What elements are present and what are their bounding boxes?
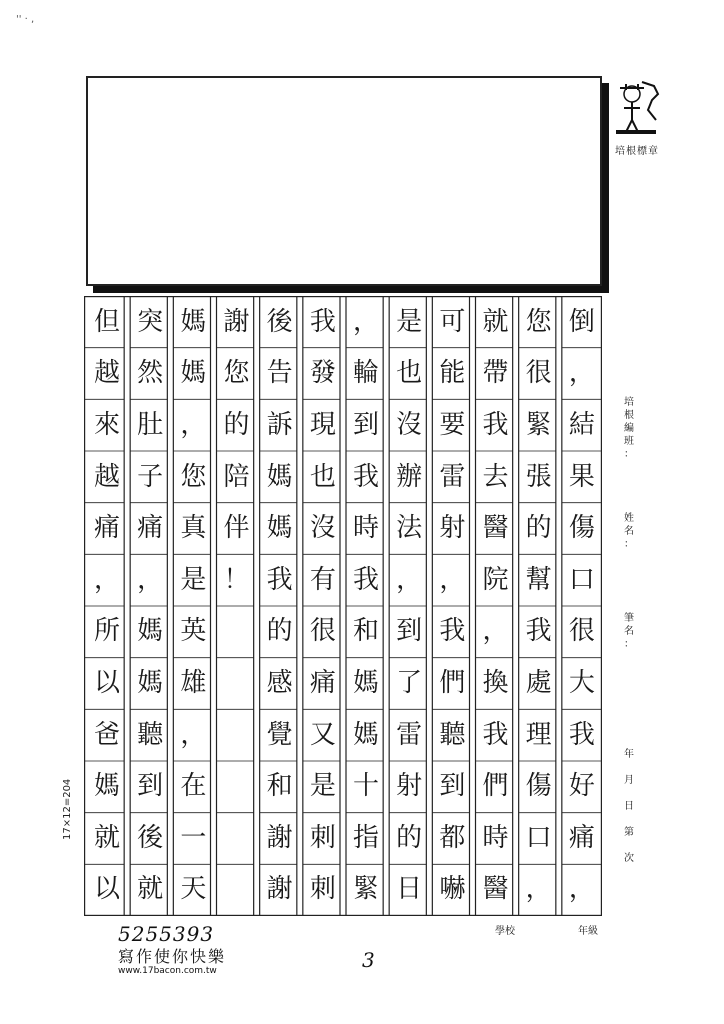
essay-char: 很 xyxy=(525,358,552,389)
essay-char: 我 xyxy=(482,409,509,440)
essay-char: 有 xyxy=(309,564,336,595)
essay-char: 嚇 xyxy=(439,874,466,905)
essay-char: 的 xyxy=(223,409,250,440)
essay-column xyxy=(259,296,301,916)
essay-column xyxy=(388,296,430,916)
pen-name-label: 筆 名 ： xyxy=(624,613,634,650)
essay-char: 我 xyxy=(439,616,466,647)
essay-char: 指 xyxy=(352,822,379,853)
essay-char xyxy=(216,709,258,761)
essay-char: 到 xyxy=(396,616,423,647)
essay-char: 我 xyxy=(568,719,595,750)
essay-char: 媽 xyxy=(352,719,379,750)
essay-char: 痛 xyxy=(137,513,164,544)
essay-char: 媽 xyxy=(352,667,379,698)
essay-char: 也 xyxy=(396,358,423,389)
essay-char: 以 xyxy=(93,667,120,698)
essay-char: 倒 xyxy=(568,306,595,337)
essay-char: 謝 xyxy=(266,874,293,905)
essay-char: 是 xyxy=(180,564,207,595)
essay-char: ， xyxy=(568,874,595,905)
stamp-label: 培根標章 xyxy=(615,146,659,157)
essay-char: 雄 xyxy=(180,667,207,698)
essay-char: 的 xyxy=(525,513,552,544)
essay-char: 但 xyxy=(93,306,120,337)
essay-char: 訴 xyxy=(266,409,293,440)
essay-char: 我 xyxy=(266,564,293,595)
essay-char: 來 xyxy=(93,409,120,440)
essay-char: 痛 xyxy=(568,822,595,853)
essay-char: 們 xyxy=(482,771,509,802)
essay-char: 結 xyxy=(568,409,595,440)
essay-char: 理 xyxy=(525,719,552,750)
essay-char: 雷 xyxy=(396,719,423,750)
essay-char xyxy=(216,657,258,709)
essay-char: 就 xyxy=(482,306,509,337)
essay-char: 口 xyxy=(568,564,595,595)
essay-char: 天 xyxy=(180,874,207,905)
essay-char: ， xyxy=(482,616,509,647)
essay-char: 我 xyxy=(352,564,379,595)
essay-text-columns xyxy=(84,296,602,916)
essay-char: 痛 xyxy=(93,513,120,544)
essay-char: 英 xyxy=(180,616,207,647)
essay-char: 感 xyxy=(266,667,293,698)
essay-char: 所 xyxy=(93,616,120,647)
essay-char: 可 xyxy=(439,306,466,337)
essay-char: 肚 xyxy=(137,409,164,440)
essay-column xyxy=(561,296,603,916)
essay-char xyxy=(216,606,258,658)
essay-char: 到 xyxy=(439,771,466,802)
essay-char: 射 xyxy=(439,513,466,544)
essay-column xyxy=(172,296,214,916)
essay-char: 我 xyxy=(482,719,509,750)
essay-char: 們 xyxy=(439,667,466,698)
essay-char: 告 xyxy=(266,358,293,389)
essay-char: 處 xyxy=(525,667,552,698)
essay-char: 就 xyxy=(93,822,120,853)
class-label: 培 根 編 班 ： xyxy=(624,397,634,460)
essay-column xyxy=(518,296,560,916)
essay-char: 傷 xyxy=(525,771,552,802)
bacon-mascot-icon xyxy=(612,80,662,136)
essay-char: 傷 xyxy=(568,513,595,544)
essay-char: 很 xyxy=(568,616,595,647)
essay-column xyxy=(475,296,517,916)
essay-char: 覺 xyxy=(266,719,293,750)
slogan: 寫作使你快樂 xyxy=(118,947,227,966)
essay-char: 子 xyxy=(137,461,164,492)
essay-char: 很 xyxy=(309,616,336,647)
essay-char: ！ xyxy=(223,564,250,595)
essay-char: ， xyxy=(352,306,379,337)
essay-char: 爸 xyxy=(93,719,120,750)
date-label: 年 月 日 第 次 xyxy=(624,749,634,864)
essay-char: 真 xyxy=(180,513,207,544)
essay-char: 痛 xyxy=(309,667,336,698)
essay-char: 謝 xyxy=(223,306,250,337)
essay-char: 在 xyxy=(180,771,207,802)
essay-char: 張 xyxy=(525,461,552,492)
essay-char: 您 xyxy=(525,306,552,337)
essay-char: 要 xyxy=(439,409,466,440)
essay-char: 醫 xyxy=(482,874,509,905)
essay-char: 時 xyxy=(352,513,379,544)
essay-char: 後 xyxy=(137,822,164,853)
essay-char: 沒 xyxy=(396,409,423,440)
essay-char: 了 xyxy=(396,667,423,698)
essay-char: 雷 xyxy=(439,461,466,492)
essay-char: 我 xyxy=(525,616,552,647)
essay-char: 又 xyxy=(309,719,336,750)
essay-char: 刺 xyxy=(309,874,336,905)
essay-char: 院 xyxy=(482,564,509,595)
essay-char: 大 xyxy=(568,667,595,698)
essay-char: 是 xyxy=(396,306,423,337)
essay-char: 都 xyxy=(439,822,466,853)
essay-char: 好 xyxy=(568,771,595,802)
essay-char: 陪 xyxy=(223,461,250,492)
essay-char: 現 xyxy=(309,409,336,440)
essay-column xyxy=(302,296,344,916)
essay-char: 也 xyxy=(309,461,336,492)
essay-char: 沒 xyxy=(309,513,336,544)
essay-char: 媽 xyxy=(180,306,207,337)
school-label: 學校 xyxy=(495,926,515,937)
essay-char: 媽 xyxy=(137,616,164,647)
corner-marks: '' · , xyxy=(16,14,35,25)
grade-label: 年級 xyxy=(578,926,598,937)
essay-char: 辦 xyxy=(396,461,423,492)
essay-char: 帶 xyxy=(482,358,509,389)
essay-char: 幫 xyxy=(525,564,552,595)
essay-char: 口 xyxy=(525,822,552,853)
essay-char: 越 xyxy=(93,461,120,492)
essay-char xyxy=(216,864,258,916)
essay-char: 聽 xyxy=(439,719,466,750)
name-label: 姓 名 ： xyxy=(624,513,634,550)
essay-column xyxy=(216,296,258,916)
essay-char: 後 xyxy=(266,306,293,337)
essay-char: 媽 xyxy=(266,513,293,544)
essay-char: 伴 xyxy=(223,513,250,544)
essay-column xyxy=(86,296,128,916)
essay-char: 的 xyxy=(396,822,423,853)
essay-char: 射 xyxy=(396,771,423,802)
essay-char: 緊 xyxy=(525,409,552,440)
essay-column xyxy=(345,296,387,916)
essay-char: 越 xyxy=(93,358,120,389)
essay-char: 一 xyxy=(180,822,207,853)
essay-char: 果 xyxy=(568,461,595,492)
essay-char: ， xyxy=(137,564,164,595)
essay-char: 我 xyxy=(309,306,336,337)
teacher-comment-box xyxy=(86,76,602,286)
essay-char: 然 xyxy=(137,358,164,389)
essay-char: ， xyxy=(439,564,466,595)
essay-char: 醫 xyxy=(482,513,509,544)
essay-char: 就 xyxy=(137,874,164,905)
essay-char: 是 xyxy=(309,771,336,802)
essay-char: ， xyxy=(180,719,207,750)
essay-char: 媽 xyxy=(180,358,207,389)
essay-char: 媽 xyxy=(266,461,293,492)
essay-char: 突 xyxy=(137,306,164,337)
essay-char: 您 xyxy=(180,461,207,492)
essay-char: 換 xyxy=(482,667,509,698)
essay-char: 時 xyxy=(482,822,509,853)
essay-char: 輪 xyxy=(352,358,379,389)
phone-number: 5255393 xyxy=(118,922,215,946)
essay-char: 去 xyxy=(482,461,509,492)
essay-char: 法 xyxy=(396,513,423,544)
essay-char: 刺 xyxy=(309,822,336,853)
essay-char: 您 xyxy=(223,358,250,389)
essay-char: 媽 xyxy=(93,771,120,802)
essay-char: 和 xyxy=(266,771,293,802)
essay-char: 到 xyxy=(137,771,164,802)
essay-char: 聽 xyxy=(137,719,164,750)
essay-char: 發 xyxy=(309,358,336,389)
essay-char: 到 xyxy=(352,409,379,440)
essay-column xyxy=(129,296,171,916)
website: www.17bacon.com.tw xyxy=(118,966,217,976)
essay-char: ， xyxy=(93,564,120,595)
essay-char: ， xyxy=(180,409,207,440)
essay-column xyxy=(431,296,473,916)
essay-char: 緊 xyxy=(352,874,379,905)
essay-char: 以 xyxy=(93,874,120,905)
essay-char: 十 xyxy=(352,771,379,802)
essay-char: ， xyxy=(396,564,423,595)
essay-char: 的 xyxy=(266,616,293,647)
essay-char: 謝 xyxy=(266,822,293,853)
essay-char: 日 xyxy=(396,874,423,905)
essay-char: 和 xyxy=(352,616,379,647)
essay-char xyxy=(216,812,258,864)
essay-char xyxy=(216,760,258,812)
essay-char: 媽 xyxy=(137,667,164,698)
page-number: 3 xyxy=(362,948,375,972)
essay-char: 我 xyxy=(352,461,379,492)
essay-char: 能 xyxy=(439,358,466,389)
essay-char: ， xyxy=(525,874,552,905)
essay-char: ， xyxy=(568,358,595,389)
